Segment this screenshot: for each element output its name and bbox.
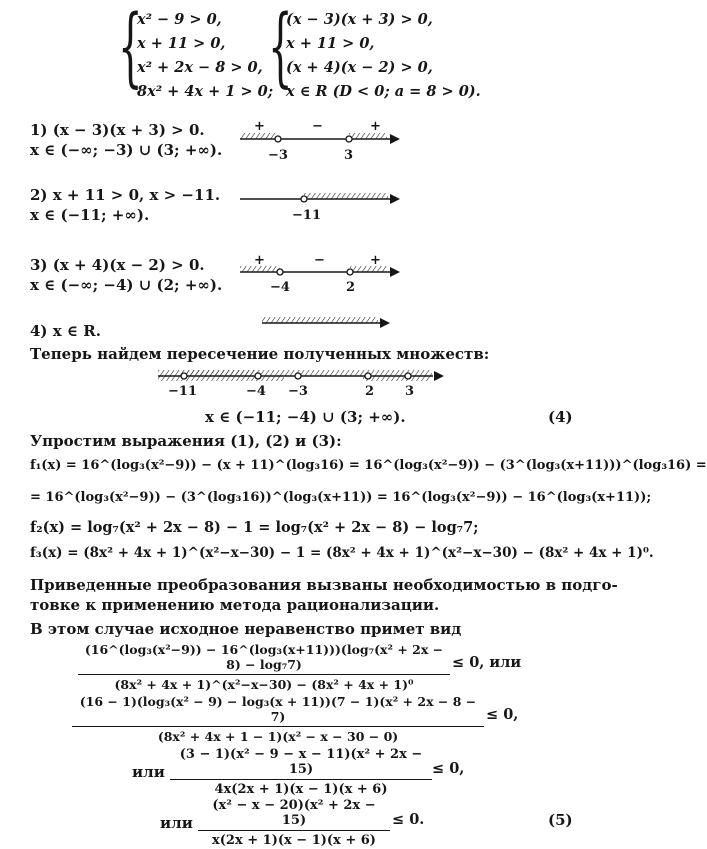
- system-left-line: x + 11 > 0,: [137, 35, 226, 52]
- fraction-numerator: (16 − 1)(log₃(x² − 9) − log₃(x + 11))(7 − 1)(x² + 2x − 8 − 7): [72, 694, 484, 727]
- fraction-denominator: (8x² + 4x + 1)^(x²−x−30) − (8x² + 4x + 1)⁰: [114, 677, 414, 692]
- step4-line1: 4) x ∈ R.: [30, 322, 101, 340]
- fraction-tail: ≤ 0,: [432, 760, 465, 777]
- fraction-3: [170, 747, 432, 797]
- open-point: [181, 373, 187, 379]
- system-left: [137, 8, 273, 104]
- point-label: −11: [168, 384, 197, 399]
- f2-line: f₂(x) = log₇(x² + 2x − 8) − 1 = log₇(x² + 2x − 8) − log₇7;: [30, 519, 479, 536]
- paragraph-intro: В этом случае исходное неравенство примет вид: [30, 620, 462, 638]
- intersection-line: [158, 364, 448, 402]
- fraction-numerator: (16^(log₃(x²−9)) − 16^(log₃(x+11)))(log₇(x² + 2x − 8) − log₇7): [78, 642, 450, 675]
- system-right-line: x + 11 > 0,: [286, 35, 375, 52]
- fraction-2: [72, 694, 484, 744]
- fraction-denominator: x(2x + 1)(x − 1)(x + 6): [212, 833, 376, 848]
- system-right-line: (x + 4)(x − 2) > 0,: [286, 59, 433, 76]
- sign-label: +: [254, 119, 265, 134]
- left-brace: {: [118, 0, 143, 97]
- right-brace: {: [268, 0, 293, 97]
- f3-line: f₃(x) = (8x² + 4x + 1)^(x²−x−30) − 1 = (8x² + 4x + 1)^(x²−x−30) − (8x² + 4x + 1)⁰.: [30, 545, 654, 561]
- system-right-line: (x − 3)(x + 3) > 0,: [286, 11, 433, 28]
- open-point: [347, 269, 353, 275]
- number-line-3: [240, 253, 400, 298]
- open-point: [301, 196, 307, 202]
- open-point: [295, 373, 301, 379]
- sign-label: +: [370, 253, 381, 268]
- sign-label: −: [312, 119, 323, 134]
- fraction-tail: ≤ 0,: [486, 706, 519, 723]
- fraction-lead: или: [132, 763, 165, 781]
- point-label: 2: [346, 280, 356, 295]
- sign-label: +: [370, 119, 381, 134]
- system-left-line: x² + 2x − 8 > 0,: [137, 59, 263, 76]
- f1-line1: f₁(x) = 16^(log₃(x²−9)) − (x + 11)^(log₃16) = 16^(log₃(x²−9)) − (3^(log₃(x+11)))^(log₃16) =: [30, 458, 707, 473]
- step2-line1: 2) x + 11 > 0, x > −11.: [30, 186, 221, 204]
- fraction-numerator: (x² − x − 20)(x² + 2x − 15): [198, 798, 390, 831]
- sign-label: −: [314, 253, 325, 268]
- open-point: [255, 373, 261, 379]
- number-line-4: [262, 314, 392, 330]
- fraction-denominator: (8x² + 4x + 1 − 1)(x² − x − 30 − 0): [157, 729, 399, 744]
- fraction-4: [198, 798, 390, 848]
- point-label: 2: [365, 384, 375, 399]
- step1-line2: x ∈ (−∞; −3) ∪ (3; +∞).: [30, 141, 223, 159]
- point-label: −4: [246, 384, 266, 399]
- open-point: [365, 373, 371, 379]
- equation-number: (5): [548, 811, 573, 829]
- system-right-line: x ∈ R (D < 0; a = 8 > 0).: [286, 83, 481, 100]
- point-label: −3: [288, 384, 308, 399]
- fraction-tail: ≤ 0, или: [452, 654, 522, 671]
- step1-line1: 1) (x − 3)(x + 3) > 0.: [30, 121, 205, 139]
- system-right: [286, 8, 481, 104]
- sign-label: +: [254, 253, 265, 268]
- fraction-numerator: (3 − 1)(x² − 9 − x − 11)(x² + 2x − 15): [170, 747, 432, 780]
- f1-line2: = 16^(log₃(x²−9)) − (3^(log₃16))^(log₃(x+11)) = 16^(log₃(x²−9)) − 16^(log₃(x+11));: [30, 490, 652, 505]
- point-label: 3: [405, 384, 415, 399]
- fraction-lead: или: [160, 814, 193, 832]
- open-point: [346, 136, 352, 142]
- point-label: −11: [292, 208, 321, 223]
- step3-line1: 3) (x + 4)(x − 2) > 0.: [30, 256, 205, 274]
- fraction-1: [78, 642, 450, 692]
- paragraph-line: Приведенные преобразования вызваны необходимостью в подго-: [30, 576, 618, 594]
- open-point: [277, 269, 283, 275]
- open-point: [405, 373, 411, 379]
- number-line-2: [240, 186, 400, 226]
- system-left-line: 8x² + 4x + 1 > 0;: [137, 83, 274, 100]
- result-4: x ∈ (−11; −4) ∪ (3; +∞).: [205, 408, 406, 426]
- point-label: −3: [268, 148, 288, 163]
- fraction-denominator: 4x(2x + 1)(x − 1)(x + 6): [214, 782, 388, 797]
- step2-line2: x ∈ (−11; +∞).: [30, 206, 150, 224]
- fraction-tail: ≤ 0.: [392, 811, 425, 828]
- intersection-text: Теперь найдем пересечение полученных множеств:: [30, 345, 490, 363]
- simplify-text: Упростим выражения (1), (2) и (3):: [30, 432, 342, 450]
- equation-number: (4): [548, 408, 573, 426]
- number-line-1: [240, 118, 400, 163]
- paragraph-line: товке к применению метода рационализации.: [30, 596, 440, 614]
- open-point: [275, 136, 281, 142]
- point-label: 3: [344, 148, 354, 163]
- system-left-line: x² − 9 > 0,: [137, 11, 222, 28]
- step3-line2: x ∈ (−∞; −4) ∪ (2; +∞).: [30, 276, 223, 294]
- point-label: −4: [270, 280, 290, 295]
